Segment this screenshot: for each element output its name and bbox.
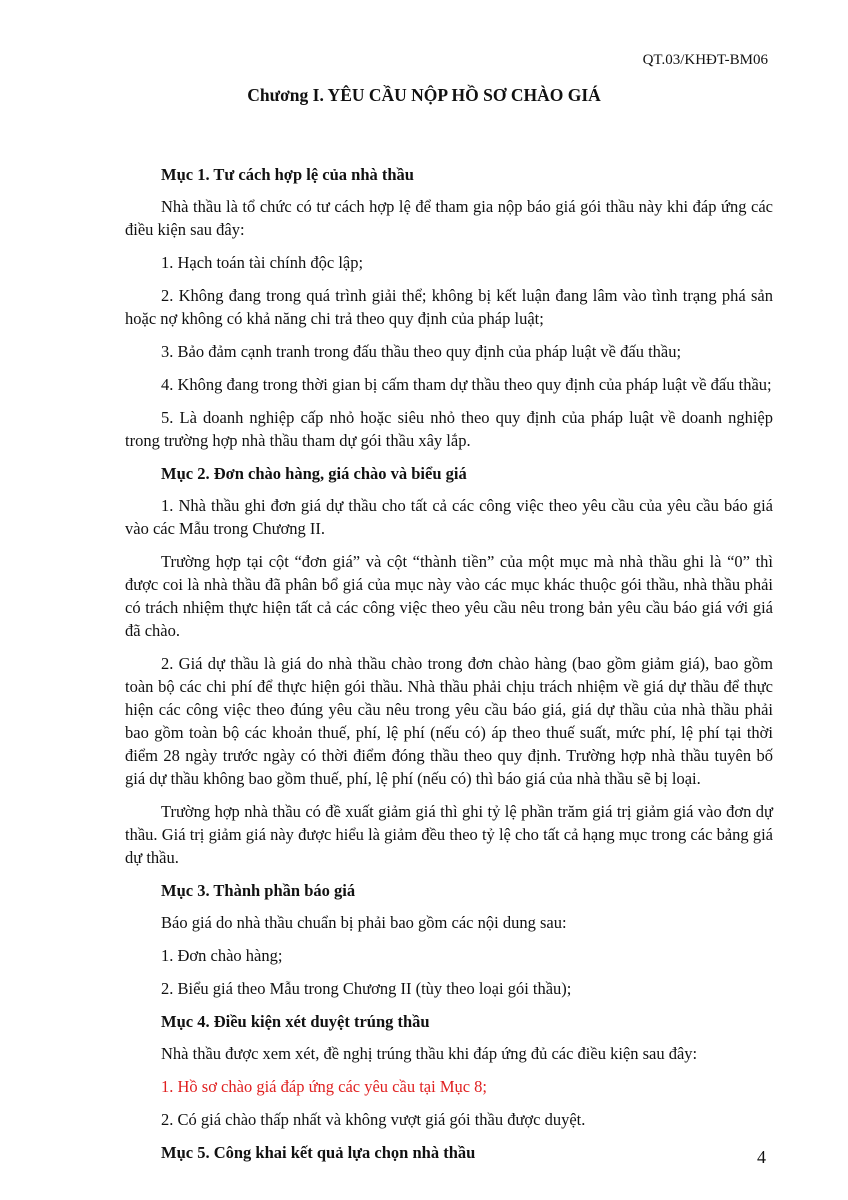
section-4-heading: Mục 4. Điều kiện xét duyệt trúng thầu (161, 1012, 430, 1031)
section-4-item-2: 2. Có giá chào thấp nhất và không vượt giá gói thầu được duyệt. (161, 1110, 586, 1129)
section-2-heading: Mục 2. Đơn chào hàng, giá chào và biểu giá (161, 464, 467, 483)
section-2-paragraph: Trường hợp nhà thầu có đề xuất giảm giá thì ghi tỷ lệ phần trăm giá trị giảm giá vào đơn dự thầu. Giá trị giảm giá này được hiểu là giảm đều theo tỷ lệ cho tất cả hạng mục trong các bảng giá dự thầu. (125, 802, 773, 867)
document-body (125, 149, 773, 1173)
section-1-heading: Mục 1. Tư cách hợp lệ của nhà thầu (161, 165, 414, 184)
document-code: QT.03/KHĐT-BM06 (642, 52, 768, 68)
section-2-item-1: 1. Nhà thầu ghi đơn giá dự thầu cho tất cả các công việc theo yêu cầu của yêu cầu báo giá vào các Mẫu trong Chương II. (125, 496, 773, 538)
section-1-item-4: 4. Không đang trong thời gian bị cấm tham dự thầu theo quy định của pháp luật về đấu thầu; (161, 375, 772, 394)
page-number: 4 (757, 1147, 766, 1167)
section-5-heading: Mục 5. Công khai kết quả lựa chọn nhà thầu (161, 1143, 476, 1162)
section-4-item-1-highlighted: 1. Hồ sơ chào giá đáp ứng các yêu cầu tại Mục 8; (161, 1077, 488, 1096)
section-3-item-2: 2. Biểu giá theo Mẫu trong Chương II (tùy theo loại gói thầu); (161, 979, 572, 998)
section-2-item-2: 2. Giá dự thầu là giá do nhà thầu chào trong đơn chào hàng (bao gồm giảm giá), bao gồm toàn bộ các chi phí để thực hiện gói thầu. Nhà thầu phải chịu trách nhiệm về giá dự thầu để thực hiện các công việc theo đúng yêu cầu nêu trong yêu cầu báo giá, giá dự thầu của nhà thầu phải bao gồm toàn bộ các khoản thuế, phí, lệ phí (nếu có) áp theo thuế suất, mức phí, lệ phí tại thời điểm 28 ngày trước ngày có thời điểm đóng thầu theo quy định. Trường hợp nhà thầu tuyên bố giá dự thầu không bao gồm thuế, phí, lệ phí (nếu có) thì báo giá của nhà thầu sẽ bị loại. (125, 654, 773, 788)
section-3-paragraph: Báo giá do nhà thầu chuẩn bị phải bao gồm các nội dung sau: (161, 913, 567, 932)
section-1-paragraph: Nhà thầu là tổ chức có tư cách hợp lệ để tham gia nộp báo giá gói thầu này khi đáp ứng các điều kiện sau đây: (125, 197, 773, 239)
section-2-paragraph: Trường hợp tại cột “đơn giá” và cột “thành tiền” của một mục mà nhà thầu ghi là “0” thì được coi là nhà thầu đã phân bổ giá của mục này vào các mục khác thuộc gói thầu, nhà thầu phải có trách nhiệm thực hiện tất cả các công việc theo yêu cầu nêu trong bản yêu cầu báo giá với giá đã chào. (125, 552, 773, 640)
section-4-paragraph: Nhà thầu được xem xét, đề nghị trúng thầu khi đáp ứng đủ các điều kiện sau đây: (161, 1044, 698, 1063)
section-3-item-1: 1. Đơn chào hàng; (161, 946, 283, 965)
section-3-heading: Mục 3. Thành phần báo giá (161, 881, 356, 900)
section-1-item-1: 1. Hạch toán tài chính độc lập; (161, 253, 364, 272)
chapter-title: Chương I. YÊU CẦU NỘP HỒ SƠ CHÀO GIÁ (247, 85, 601, 105)
section-1-item-3: 3. Bảo đảm cạnh tranh trong đấu thầu theo quy định của pháp luật về đấu thầu; (161, 342, 682, 361)
section-1-item-2: 2. Không đang trong quá trình giải thể; không bị kết luận đang lâm vào tình trạng phá sản hoặc nợ không có khả năng chi trả theo quy định của pháp luật; (125, 286, 773, 328)
section-1-item-5: 5. Là doanh nghiệp cấp nhỏ hoặc siêu nhỏ theo quy định của pháp luật về doanh nghiệp trong trường hợp nhà thầu tham dự gói thầu xây lắp. (125, 408, 773, 450)
